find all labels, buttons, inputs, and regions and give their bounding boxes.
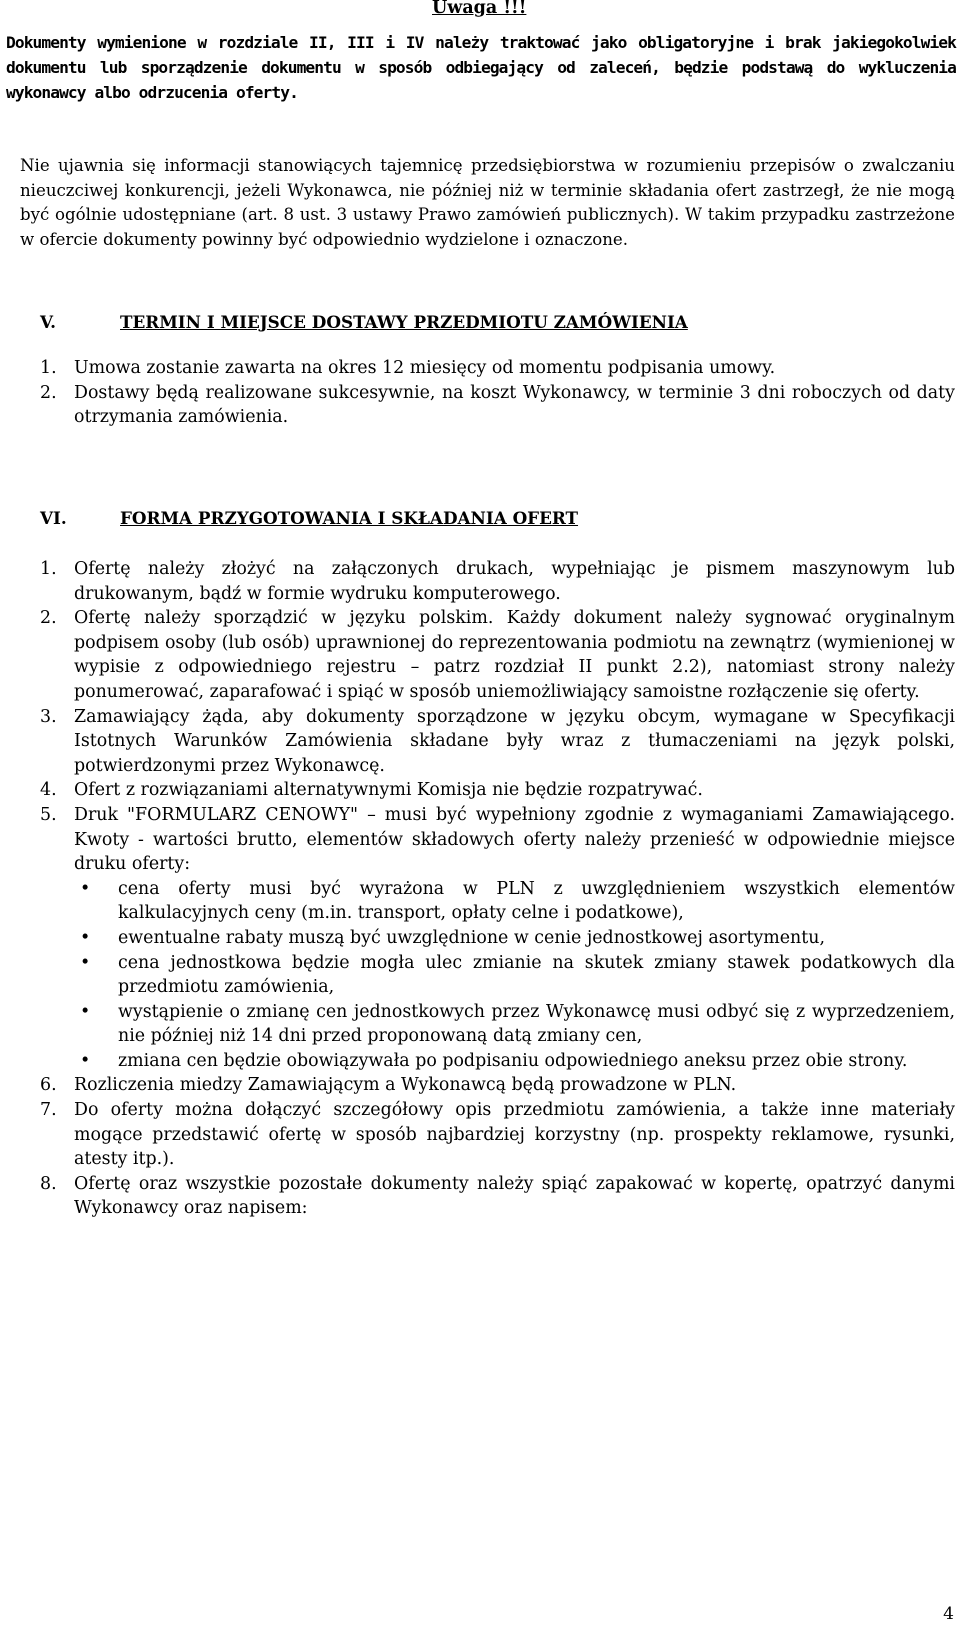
warning-text: Dokumenty wymienione w rozdziale II, III i IV należy traktować jako obligatoryjne i brak jakiegokolwiek dokumentu lub sporządzenie dokumentu w sposób odbiegający od zaleceń, będzie podstawą do wykluczenia wykonawcy albo odrzucenia oferty. [6,33,956,102]
list-item-text: Rozliczenia miedzy Zamawiającym a Wykonawcą będą prowadzone w PLN. [74,1075,737,1096]
bullet-icon: • [80,927,91,948]
bullet-icon: • [80,952,91,973]
list-item [40,381,955,430]
price-conditions-list [74,877,955,1074]
bullet-text: ewentualne rabaty muszą być uwzględnione w cenie jednostkowej asortymentu, [118,927,825,948]
list-item [40,705,955,779]
bullet-text: cena oferty musi być wyrażona w PLN z uwzględnieniem wszystkich elementów kalkulacyjnych ceny (m.in. transport, opłaty celne i podatkowe), [118,878,955,924]
bullet-icon: • [80,878,91,899]
list-item [40,778,955,803]
list-item-text: Umowa zostanie zawarta na okres 12 miesięcy od momentu podpisania umowy. [74,358,776,378]
warning-title: Uwaga !!! [432,0,527,18]
list-item [40,1098,955,1172]
list-item-text: Ofert z rozwiązaniami alternatywnymi Komisja nie będzie rozpatrywać. [74,780,703,801]
list-item-number: 3. [40,706,57,727]
list-item-text: Ofertę należy sporządzić w języku polskim. Każdy dokument należy sygnować oryginalnym podpisem osoby (lub osób) uprawnionej do reprezentowania podmiotu na zewnątrz (wymienionej w wypisie z odpowiedniego rejestru – patrz rozdział II punkt 2.2), natomiast strony należy ponumerować, zaparafować i spiąć w sposób uniemożliwiający samoistne rozłączenie się oferty. [74,608,955,702]
list-item [40,356,955,381]
list-item-number: 1. [40,559,57,579]
list-item-number: 1. [40,358,57,378]
section-6-list [40,557,955,1221]
section-6-number: VI. [40,508,67,528]
list-item [40,1073,955,1098]
section-5-list [40,356,955,430]
bullet-text: zmiana cen będzie obowiązywała po podpisaniu odpowiedniego aneksu przez obie strony. [118,1050,908,1071]
list-item-number: 2. [40,608,57,629]
list-item-number: 5. [40,804,57,825]
section-5-title: TERMIN I MIEJSCE DOSTAWY PRZEDMIOTU ZAMÓWIENIA [120,312,688,332]
list-item [40,606,955,704]
secret-paragraph: Nie ujawnia się informacji stanowiących tajemnicę przedsiębiorstwa w rozumieniu przepisów o zwalczaniu nieuczciwej konkurencji, jeżeli Wykonawca, nie później niż w terminie składania ofert zastrzegł, że nie mogą być ogólnie udostępniane (art. 8 ust. 3 ustawy Prawo zamówień publicznych). W takim przypadku zastrzeżone w ofercie dokumenty powinny być odpowiednio wydzielone i oznaczone. [20,156,955,249]
list-item [40,803,955,1074]
list-item-number: 4. [40,780,57,801]
bullet-item [74,951,955,1000]
bullet-text: wystąpienie o zmianę cen jednostkowych przez Wykonawcę musi odbyć się z wyprzedzeniem, nie później niż 14 dni przed proponowaną datą zmiany cen, [118,1001,955,1047]
list-item-text: Zamawiający żąda, aby dokumenty sporządzone w języku obcym, wymagane w Specyfikacji Istotnych Warunków Zamówienia składane były wraz z tłumaczeniami na język polski, potwierdzonymi przez Wykonawcę. [74,706,955,776]
list-item-text: Dostawy będą realizowane sukcesywnie, na koszt Wykonawcy, w terminie 3 dni roboczych od daty otrzymania zamówienia. [74,382,955,428]
bullet-item [74,877,955,926]
section-5-number: V. [40,312,56,332]
bullet-item [74,926,955,951]
bullet-text: cena jednostkowa będzie mogła ulec zmianie na skutek zmiany stawek podatkowych dla przedmiotu zamówienia, [118,952,955,998]
bullet-item [74,1000,955,1049]
list-item-text: Ofertę należy złożyć na załączonych drukach, wypełniając je pismem maszynowym lub drukowanym, bądź w formie wydruku komputerowego. [74,559,955,604]
section-6-title: FORMA PRZYGOTOWANIA I SKŁADANIA OFERT [120,508,579,528]
list-item-number: 7. [40,1100,57,1121]
list-item-text: Druk "FORMULARZ CENOWY" – musi być wypełniony zgodnie z wymaganiami Zamawiającego. Kwoty - wartości brutto, elementów składowych oferty należy przenieść w odpowiednie miejsce druku oferty: [74,804,955,875]
list-item [40,1172,955,1221]
page-number: 4 [943,1604,954,1624]
list-item-number: 6. [40,1075,57,1096]
bullet-item [74,1049,955,1074]
list-item-text: Do oferty można dołączyć szczegółowy opis przedmiotu zamówienia, a także inne materiały mogące przedstawić ofertę w sposób najbardziej korzystny (np. prospekty reklamowe, rysunki, atesty itp.). [74,1100,955,1170]
list-item-text: Ofertę oraz wszystkie pozostałe dokumenty należy spiąć zapakować w kopertę, opatrzyć danymi Wykonawcy oraz napisem: [74,1173,955,1219]
list-item-number: 2. [40,382,57,403]
list-item [40,557,955,606]
bullet-icon: • [80,1001,91,1022]
bullet-icon: • [80,1050,91,1071]
list-item-number: 8. [40,1173,57,1194]
